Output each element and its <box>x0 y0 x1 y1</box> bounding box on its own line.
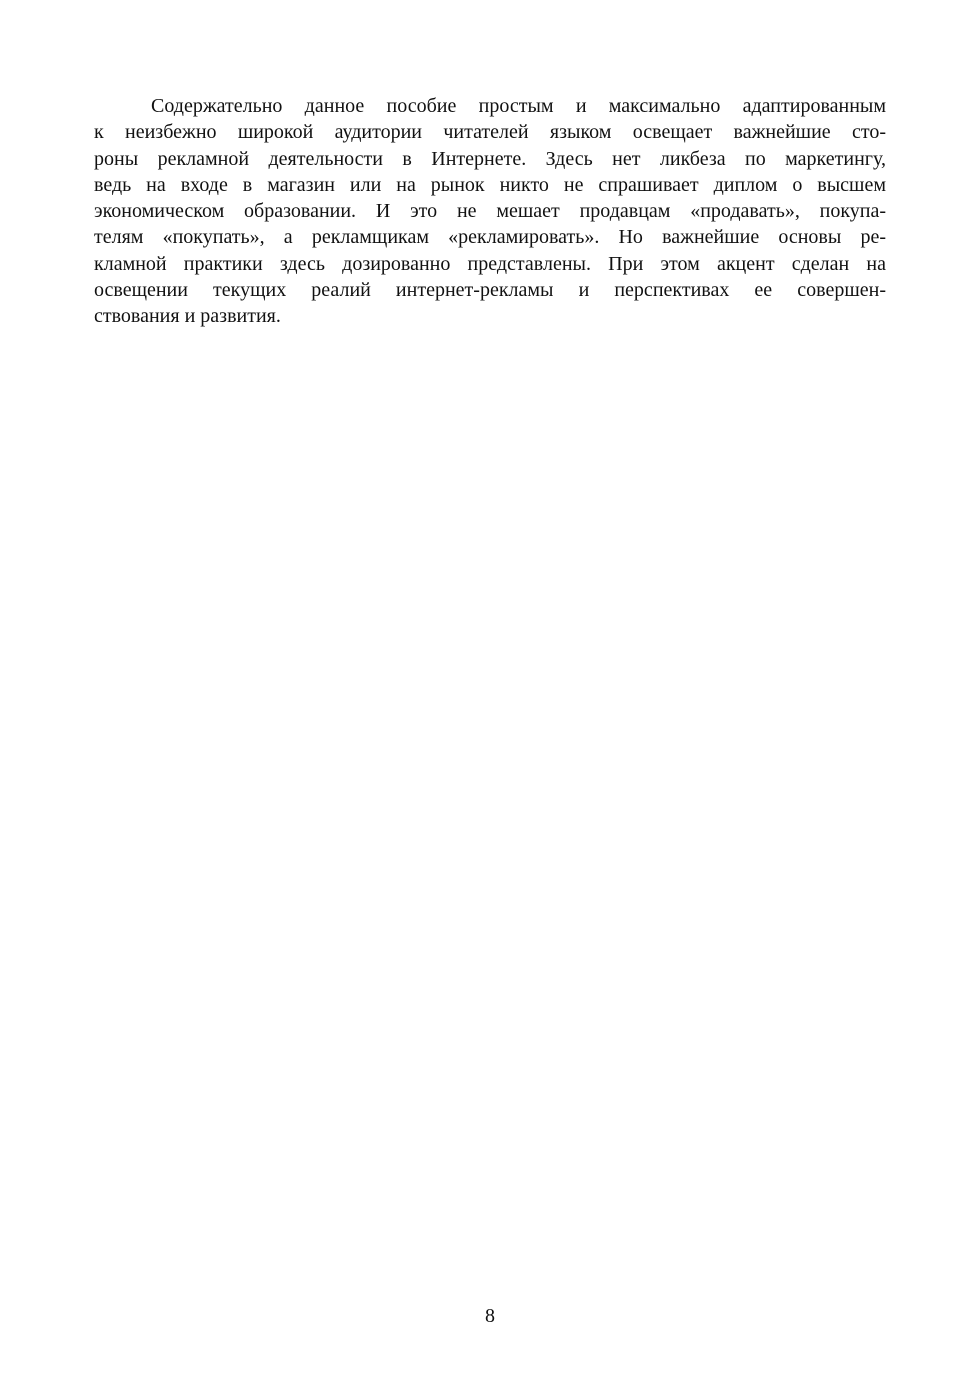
paragraph-line: ведь на входе в магазин или на рынок никто не спрашивает диплом о высшем <box>94 173 886 196</box>
paragraph-line: ствования и развития. <box>94 305 281 328</box>
paragraph-line: экономическом образовании. И это не мешает продавцам «продавать», покупа- <box>94 200 886 223</box>
paragraph-line: роны рекламной деятельности в Интернете. Здесь нет ликбеза по маркетингу, <box>94 147 886 170</box>
paragraph-line: телям «покупать», а рекламщикам «рекламировать». Но важнейшие основы ре- <box>94 226 886 249</box>
paragraph-line: Содержательно данное пособие простым и максимально адаптированным <box>151 95 886 117</box>
paragraph-line: кламной практики здесь дозированно представлены. При этом акцент сделан на <box>94 252 886 275</box>
page-number: 8 <box>485 1305 495 1327</box>
paragraph-line: освещении текущих реалий интернет-рекламы и перспективах ее совершен- <box>94 279 886 302</box>
body-paragraph <box>94 93 886 330</box>
paragraph-line: к неизбежно широкой аудитории читателей языком освещает важнейшие сто- <box>94 121 886 144</box>
